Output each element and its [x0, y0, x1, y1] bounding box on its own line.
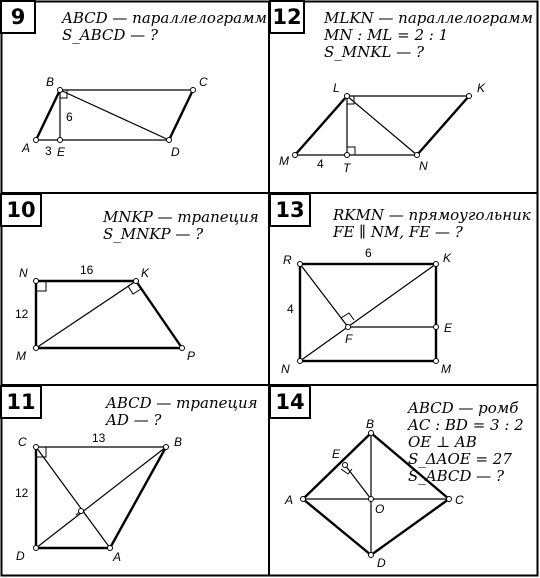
parallelogram-figure: [269, 0, 538, 193]
statement-line: S_ABCD — ?: [408, 467, 504, 485]
problem-number: 12: [269, 0, 305, 34]
problem-14: [269, 385, 538, 576]
parallelogram-figure: [0, 0, 269, 193]
point-label: A: [285, 493, 294, 507]
segment-label: 6: [365, 246, 372, 260]
problem-number: 9: [0, 0, 36, 34]
segment-label: 12: [15, 486, 29, 500]
point-label: E: [332, 447, 341, 461]
statement-line: AC : BD = 3 : 2: [408, 416, 524, 434]
statement-line: ABCD — трапеция: [106, 394, 258, 412]
point-label: C: [18, 435, 27, 449]
segment-label: 13: [92, 431, 106, 445]
point-label: N: [19, 266, 28, 280]
point-label: K: [477, 81, 486, 95]
statement-line: ABCD — параллелограмм: [62, 9, 267, 27]
rectangle-figure: [269, 193, 538, 385]
point-label: K: [141, 266, 150, 280]
statement-line: MNKP — трапеция: [103, 208, 259, 226]
height-label: 6: [66, 110, 73, 124]
problem-9: [0, 0, 269, 193]
point-label: M: [441, 362, 451, 376]
problem-number: 11: [0, 385, 42, 419]
point-label: N: [281, 362, 290, 376]
point-label: T: [343, 161, 351, 175]
trapezoid-figure: [0, 385, 269, 576]
point-label: P: [187, 349, 196, 363]
statement-line: MLKN — параллелограмм: [324, 9, 533, 27]
point-label: A: [113, 550, 122, 564]
point-label: M: [279, 154, 289, 168]
point-label: C: [455, 493, 464, 507]
segment-label: 4: [317, 157, 324, 171]
problem-11: [0, 385, 269, 576]
statement-line: RKMN — прямоугольник: [333, 206, 531, 224]
statement-line: S_ΔAOE = 27: [408, 450, 512, 468]
statement-line: S_MNKP — ?: [103, 225, 204, 243]
point-label: L: [333, 81, 340, 95]
point-label: A: [22, 141, 31, 155]
statement-line: MN : ML = 2 : 1: [324, 26, 449, 44]
point-label: M: [16, 349, 26, 363]
point-label: B: [174, 435, 183, 449]
point-label: F: [345, 332, 353, 346]
statement-line: S_MNKL — ?: [324, 43, 425, 61]
statement-line: AD — ?: [106, 411, 162, 429]
point-label: E: [444, 321, 453, 335]
segment-label: 4: [287, 302, 294, 316]
segment-label: 3: [45, 144, 52, 158]
rhombus-figure: [269, 385, 538, 576]
problem-10: [0, 193, 269, 385]
problem-number: 13: [269, 193, 311, 227]
statement-line: S_ABCD — ?: [62, 26, 158, 44]
problem-13: [269, 193, 538, 385]
segment-label: 16: [80, 263, 94, 277]
point-label: R: [283, 253, 292, 267]
point-label: N: [419, 159, 428, 173]
point-label: D: [377, 556, 386, 570]
statement-line: ABCD — ромб: [408, 399, 519, 417]
problem-number: 14: [269, 385, 311, 419]
trapezoid-figure: [0, 193, 269, 385]
point-label: B: [366, 417, 375, 431]
point-label: E: [57, 145, 66, 159]
statement-line: OE ⊥ AB: [408, 433, 477, 451]
point-label: O: [375, 502, 385, 516]
point-label: C: [199, 75, 208, 89]
point-label: B: [46, 75, 55, 89]
point-label: D: [16, 549, 25, 563]
statement-line: FE ∥ NM, FE — ?: [333, 223, 463, 241]
point-label: D: [171, 145, 180, 159]
problem-number: 10: [0, 193, 42, 227]
segment-label: 12: [15, 307, 29, 321]
problem-12: [269, 0, 538, 193]
point-label: K: [443, 251, 452, 265]
